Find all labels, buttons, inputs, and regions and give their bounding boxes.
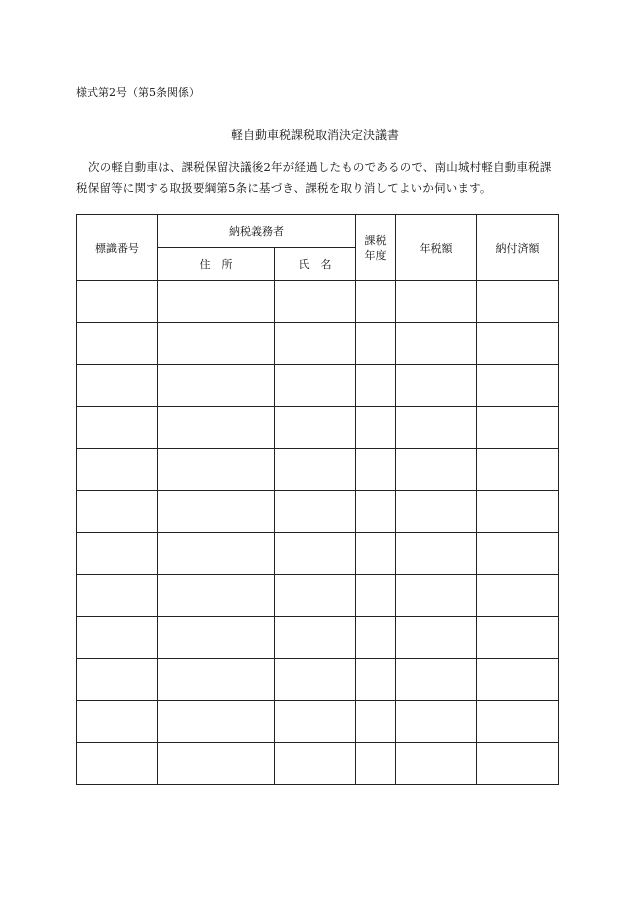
table-row xyxy=(77,281,559,323)
cell-plate-number xyxy=(77,701,158,743)
cell-name xyxy=(275,407,356,449)
cell-plate-number xyxy=(77,743,158,785)
cell-address xyxy=(158,491,275,533)
cell-paid-amount xyxy=(477,323,559,365)
table-row xyxy=(77,701,559,743)
cell-tax-year xyxy=(356,533,396,575)
cell-address xyxy=(158,575,275,617)
header-paid-amount: 納付済額 xyxy=(477,215,559,281)
header-name: 氏 名 xyxy=(275,248,356,281)
table-row xyxy=(77,659,559,701)
cell-annual-tax xyxy=(396,407,477,449)
header-plate-number: 標識番号 xyxy=(77,215,158,281)
cell-annual-tax xyxy=(396,365,477,407)
cell-paid-amount xyxy=(477,659,559,701)
table-body xyxy=(77,281,559,785)
cell-annual-tax xyxy=(396,491,477,533)
cell-annual-tax xyxy=(396,743,477,785)
cell-paid-amount xyxy=(477,701,559,743)
table-row xyxy=(77,407,559,449)
header-tax-year-line1: 課税 xyxy=(364,233,387,247)
record-table xyxy=(76,214,559,785)
body-text: 次の軽自動車は、課税保留決議後2年が経過したものであるので、南山城村軽自動車税課税保留等に関する取扱要綱第5条に基づき、課税を取り消してよいか伺います。 xyxy=(76,160,552,195)
table-row xyxy=(77,323,559,365)
table-row xyxy=(77,449,559,491)
cell-address xyxy=(158,743,275,785)
header-annual-tax: 年税額 xyxy=(396,215,477,281)
cell-name xyxy=(275,365,356,407)
cell-address xyxy=(158,701,275,743)
cell-name xyxy=(275,281,356,323)
cell-annual-tax xyxy=(396,617,477,659)
cell-tax-year xyxy=(356,575,396,617)
table-row xyxy=(77,365,559,407)
cell-plate-number xyxy=(77,491,158,533)
table-row xyxy=(77,491,559,533)
cell-annual-tax xyxy=(396,659,477,701)
cell-tax-year xyxy=(356,617,396,659)
cell-plate-number xyxy=(77,365,158,407)
cell-name xyxy=(275,323,356,365)
cell-tax-year xyxy=(356,743,396,785)
cell-name xyxy=(275,449,356,491)
cell-address xyxy=(158,365,275,407)
cell-address xyxy=(158,659,275,701)
cell-annual-tax xyxy=(396,701,477,743)
cell-address xyxy=(158,323,275,365)
cell-tax-year xyxy=(356,491,396,533)
cell-paid-amount xyxy=(477,407,559,449)
cell-plate-number xyxy=(77,533,158,575)
cell-plate-number xyxy=(77,617,158,659)
cell-annual-tax xyxy=(396,533,477,575)
cell-tax-year xyxy=(356,281,396,323)
document-title: 軽自動車税課税取消決定決議書 xyxy=(230,128,399,142)
cell-paid-amount xyxy=(477,365,559,407)
cell-tax-year xyxy=(356,407,396,449)
cell-paid-amount xyxy=(477,281,559,323)
cell-name xyxy=(275,533,356,575)
cell-annual-tax xyxy=(396,323,477,365)
cell-paid-amount xyxy=(477,617,559,659)
cell-tax-year xyxy=(356,701,396,743)
table-row xyxy=(77,743,559,785)
cell-name xyxy=(275,491,356,533)
cell-paid-amount xyxy=(477,575,559,617)
cell-address xyxy=(158,617,275,659)
cell-address xyxy=(158,449,275,491)
cell-address xyxy=(158,533,275,575)
form-number: 様式第2号（第5条関係） xyxy=(76,86,200,99)
header-tax-year xyxy=(356,215,396,281)
cell-name xyxy=(275,617,356,659)
cell-annual-tax xyxy=(396,281,477,323)
cell-tax-year xyxy=(356,449,396,491)
cell-paid-amount xyxy=(477,743,559,785)
cell-tax-year xyxy=(356,659,396,701)
header-tax-year-line2: 年度 xyxy=(364,248,387,262)
cell-plate-number xyxy=(77,281,158,323)
cell-plate-number xyxy=(77,407,158,449)
cell-plate-number xyxy=(77,575,158,617)
cell-tax-year xyxy=(356,323,396,365)
table-row xyxy=(77,617,559,659)
header-taxpayer: 納税義務者 xyxy=(158,215,356,248)
cell-name xyxy=(275,743,356,785)
cell-name xyxy=(275,659,356,701)
cell-tax-year xyxy=(356,365,396,407)
header-address: 住 所 xyxy=(158,248,275,281)
cell-plate-number xyxy=(77,449,158,491)
cell-name xyxy=(275,701,356,743)
cell-paid-amount xyxy=(477,449,559,491)
cell-address xyxy=(158,281,275,323)
cell-annual-tax xyxy=(396,449,477,491)
table-row xyxy=(77,575,559,617)
cell-plate-number xyxy=(77,323,158,365)
cell-name xyxy=(275,575,356,617)
cell-paid-amount xyxy=(477,533,559,575)
cell-annual-tax xyxy=(396,575,477,617)
cell-plate-number xyxy=(77,659,158,701)
cell-address xyxy=(158,407,275,449)
cell-paid-amount xyxy=(477,491,559,533)
table-row xyxy=(77,533,559,575)
